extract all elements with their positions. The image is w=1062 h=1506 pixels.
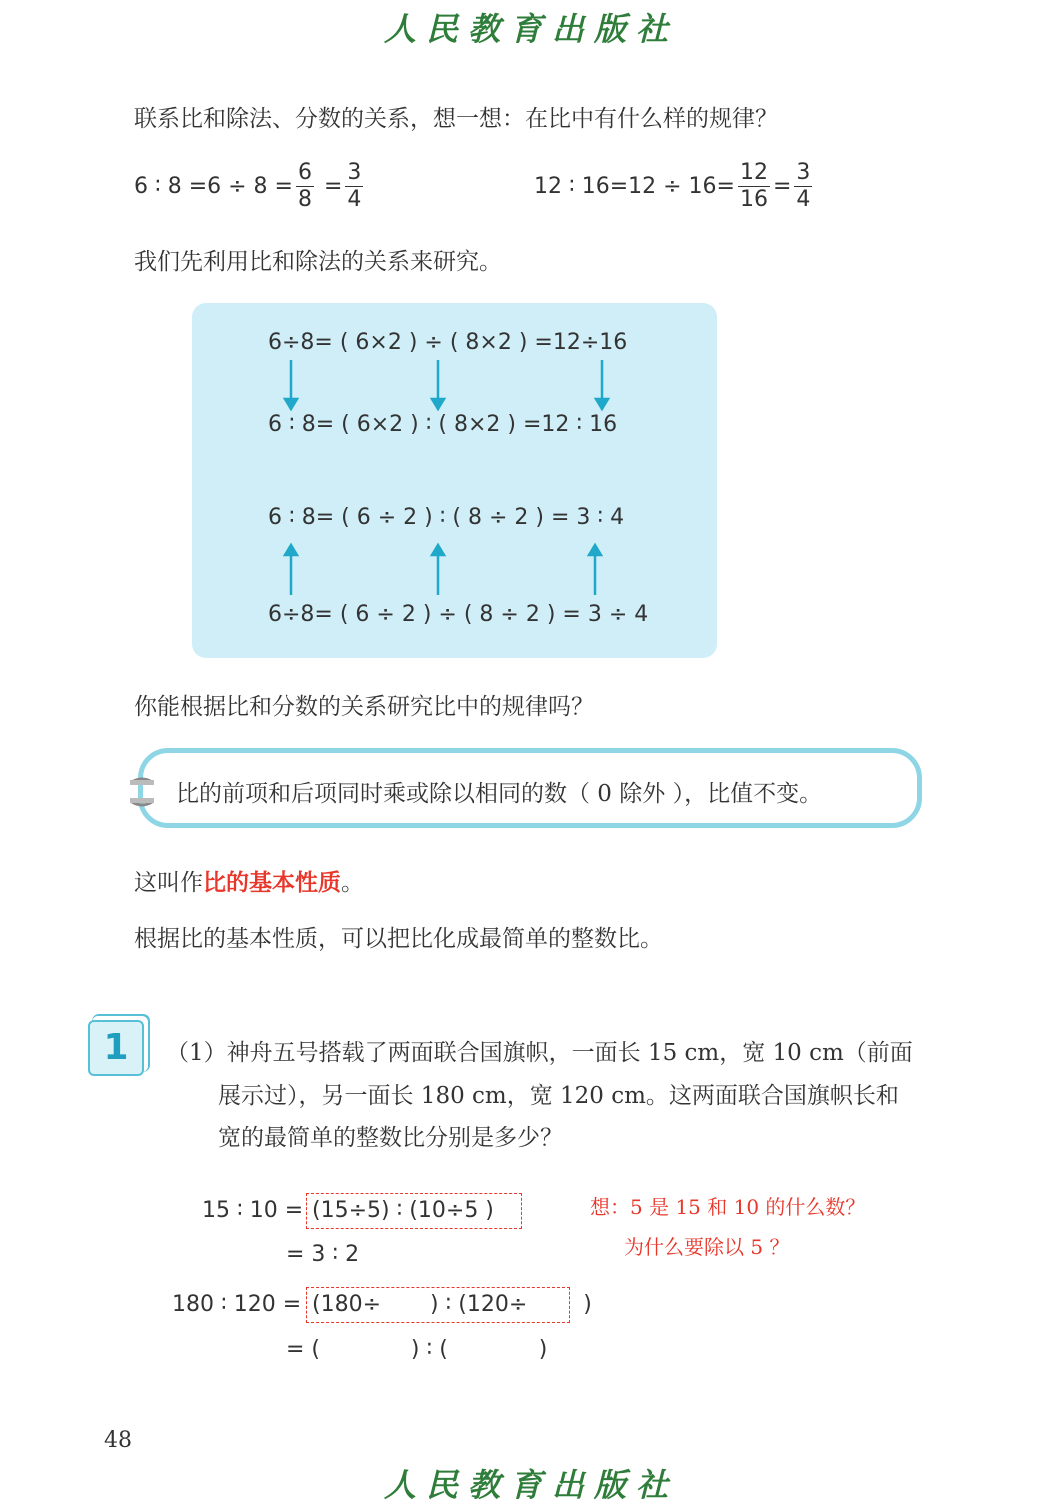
work-15-10-box: (15÷5) ∶ (10÷5 ) [312, 1198, 494, 1223]
equation-right-prefix: 12 ∶ 16=12 ÷ 16= [534, 174, 735, 199]
equation-left: 6 ∶ 8 =6 ÷ 8 = $\frac{6}{8}$ = $\frac{3}{4}$ [134, 160, 362, 212]
simplify-intro: 根据比的基本性质，可以把比化成最简单的整数比。 [134, 926, 663, 952]
arrow-down-icon [432, 360, 444, 409]
hint-line-2: 为什么要除以 5 ？ [624, 1235, 790, 1259]
arrow-down-icon [285, 360, 297, 409]
panel-row-division-divide: 6÷8= ( 6 ÷ 2 ) ÷ ( 8 ÷ 2 ) = 3 ÷ 4 [268, 602, 649, 627]
page-number: 48 [104, 1428, 132, 1453]
hint-line-1: 想：5 是 15 和 10 的什么数？ [590, 1195, 866, 1219]
panel-row-ratio-divide: 6 ∶ 8= ( 6 ÷ 2 ) ∶ ( 8 ÷ 2 ) = 3 ∶ 4 [268, 505, 625, 530]
equation-right: 12 ∶ 16=12 ÷ 16= $\frac{12}{16}$ = $\frac{3}{4}$ [534, 160, 811, 212]
example-number-badge: 1 [88, 1020, 144, 1076]
work-180-120-box[interactable]: (180÷ ) ∶ (120÷ ) [312, 1292, 592, 1317]
publisher-logo-top: 人民教育出版社 [383, 10, 678, 48]
equation-left-prefix: 6 ∶ 8 =6 ÷ 8 = [134, 174, 293, 199]
panel-row-ratio-multiply: 6 ∶ 8= ( 6×2 ) ∶ ( 8×2 ) =12 ∶ 16 [268, 412, 618, 437]
arrow-up-icon [285, 545, 297, 595]
work-15-10-left: 15 ∶ 10 = [202, 1198, 304, 1223]
panel-arrows [192, 303, 717, 658]
arrow-up-icon [589, 545, 601, 595]
study-division-text: 我们先利用比和除法的关系来研究。 [134, 249, 502, 275]
fraction-6-8: $\frac{6}{8}$ [297, 160, 312, 212]
panel-row-division-multiply: 6÷8= ( 6×2 ) ÷ ( 8×2 ) =12÷16 [268, 330, 628, 355]
example-line-2: 展示过），另一面长 180 cm，宽 120 cm。这两面联合国旗帜长和 [218, 1083, 899, 1109]
fraction-12-16: $\frac{12}{16}$ [739, 160, 768, 212]
example-line-3: 宽的最简单的整数比分别是多少？ [218, 1125, 563, 1151]
arrow-up-icon [432, 545, 444, 595]
intro-question: 联系比和除法、分数的关系，想一想：在比中有什么样的规律？ [134, 106, 778, 132]
ratio-rule-text: 比的前项和后项同时乘或除以相同的数（ 0 除外 ），比值不变。 [176, 781, 823, 807]
arrow-down-icon [596, 360, 608, 409]
fraction-3-4-right: $\frac{3}{4}$ [796, 160, 811, 212]
property-sentence: 这叫作比的基本性质。 [134, 869, 364, 896]
binder-clip-icon [128, 776, 158, 808]
example-line-1: （1）神舟五号搭载了两面联合国旗帜，一面长 15 cm，宽 10 cm（前面 [166, 1040, 913, 1066]
work-15-10-result: = 3 ∶ 2 [286, 1242, 360, 1267]
property-term: 比的基本性质 [203, 869, 341, 896]
work-180-120-result[interactable]: = ( ) ∶ ( ) [286, 1337, 548, 1362]
fraction-question: 你能根据比和分数的关系研究比中的规律吗？ [134, 694, 594, 720]
work-180-120-left: 180 ∶ 120 = [172, 1292, 302, 1317]
publisher-logo-bottom: 人民教育出版社 [383, 1466, 678, 1504]
fraction-3-4: $\frac{3}{4}$ [347, 160, 362, 212]
